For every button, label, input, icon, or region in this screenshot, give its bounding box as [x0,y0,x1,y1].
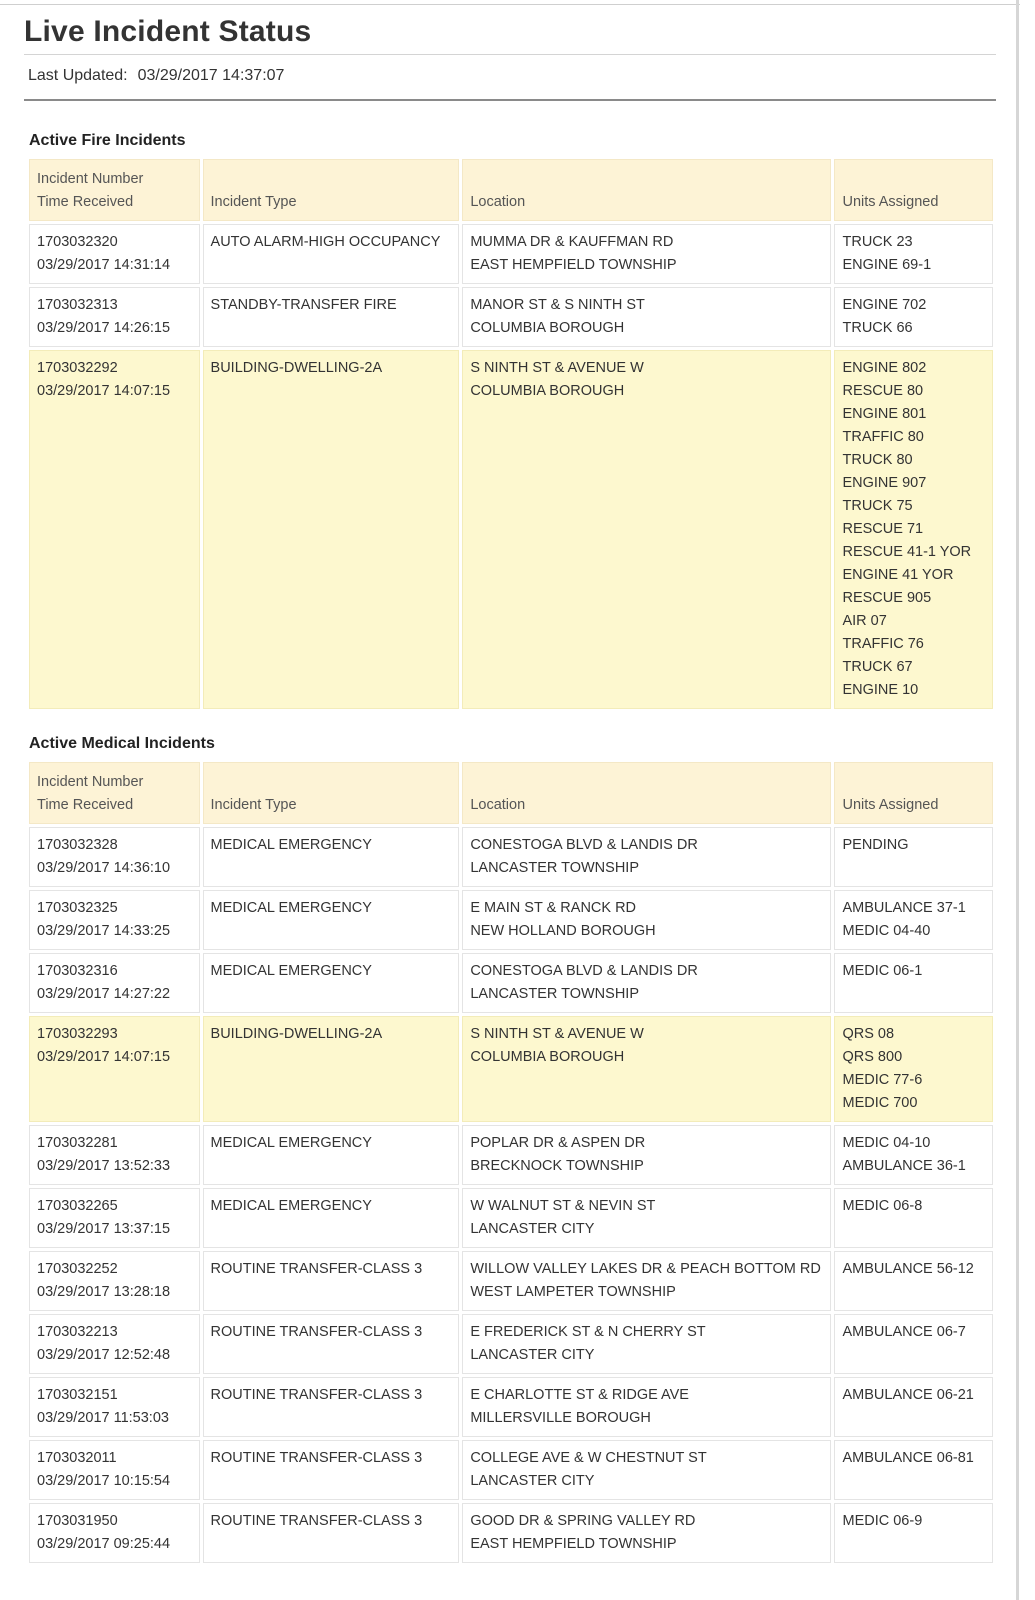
cell-units-assigned [834,1314,993,1374]
incident-type: ROUTINE TRANSFER-CLASS 3 [210,1513,423,1529]
cell-incident-type [203,1377,460,1437]
header-incident-type: Incident Type [203,762,460,824]
cell-incident-number-time [29,953,200,1013]
incident-row [29,1251,993,1311]
assigned-unit: MEDIC 04-10 [842,1135,931,1151]
location-line: COLUMBIA BOROUGH [470,320,625,336]
incident-row [29,350,993,709]
assigned-unit: ENGINE 41 YOR [842,567,954,583]
cell-incident-number-time [29,1377,200,1437]
fire-incidents-table [26,156,996,712]
incident-number: 1703032252 [37,1261,118,1277]
cell-units-assigned [834,350,993,709]
assigned-unit: ENGINE 69-1 [842,257,932,273]
incident-row [29,827,993,887]
cell-incident-type [203,1503,460,1563]
cell-units-assigned [834,1188,993,1248]
cell-incident-type [203,1016,460,1122]
incident-number: 1703032265 [37,1198,118,1214]
time-received: 03/29/2017 13:28:18 [37,1284,171,1300]
assigned-unit: RESCUE 71 [842,521,924,537]
location-line: COLUMBIA BOROUGH [470,1049,625,1065]
location-line: E FREDERICK ST & N CHERRY ST [470,1324,706,1340]
cell-incident-type [203,890,460,950]
assigned-unit: TRUCK 80 [842,452,913,468]
location-line: BRECKNOCK TOWNSHIP [470,1158,644,1174]
assigned-unit: ENGINE 801 [842,406,927,422]
incident-type: ROUTINE TRANSFER-CLASS 3 [210,1450,423,1466]
assigned-unit: RESCUE 80 [842,383,924,399]
assigned-unit: MEDIC 06-9 [842,1513,923,1529]
fire-section-title: Active Fire Incidents [29,132,186,149]
incident-number: 1703032316 [37,963,118,979]
cell-location [462,287,831,347]
location-line: W WALNUT ST & NEVIN ST [470,1198,656,1214]
cell-incident-number-time [29,1251,200,1311]
assigned-unit: ENGINE 907 [842,475,927,491]
medical-incidents-table [26,759,996,1566]
incident-type: MEDICAL EMERGENCY [210,963,372,979]
incident-row [29,224,993,284]
assigned-unit: AMBULANCE 37-1 [842,900,966,916]
assigned-unit: AMBULANCE 36-1 [842,1158,966,1174]
cell-incident-type [203,224,460,284]
incident-row [29,1188,993,1248]
time-received: 03/29/2017 10:15:54 [37,1473,171,1489]
location-line: LANCASTER TOWNSHIP [470,986,639,1002]
cell-units-assigned [834,224,993,284]
header-incident-number: Incident Number [37,171,144,187]
incident-type: AUTO ALARM-HIGH OCCUPANCY [210,234,441,250]
incident-number: 1703032328 [37,837,118,853]
location-line: S NINTH ST & AVENUE W [470,1026,644,1042]
incident-type: MEDICAL EMERGENCY [210,900,372,916]
assigned-unit: AMBULANCE 06-81 [842,1450,974,1466]
location-line: EAST HEMPFIELD TOWNSHIP [470,257,677,273]
cell-incident-number-time [29,1314,200,1374]
cell-incident-number-time [29,1440,200,1500]
cell-location [462,953,831,1013]
cell-location [462,1016,831,1122]
scrollbar-track[interactable] [1016,0,1019,1600]
cell-units-assigned [834,890,993,950]
incident-number: 1703031950 [37,1513,118,1529]
assigned-unit: MEDIC 700 [842,1095,918,1111]
cell-location [462,350,831,709]
cell-location [462,1503,831,1563]
table-header-row [29,762,993,824]
incident-type: MEDICAL EMERGENCY [210,837,372,853]
time-received: 03/29/2017 14:27:22 [37,986,171,1002]
incident-row [29,1440,993,1500]
incident-type: MEDICAL EMERGENCY [210,1198,372,1214]
header-divider [24,99,996,101]
cell-location [462,1251,831,1311]
cell-incident-number-time [29,1188,200,1248]
location-line: WILLOW VALLEY LAKES DR & PEACH BOTTOM RD [470,1261,821,1277]
cell-units-assigned [834,1251,993,1311]
header-incident-type: Incident Type [203,159,460,221]
incident-type: ROUTINE TRANSFER-CLASS 3 [210,1387,423,1403]
location-line: COLUMBIA BOROUGH [470,383,625,399]
time-received: 03/29/2017 14:07:15 [37,383,171,399]
page-title: Live Incident Status [24,15,312,48]
cell-incident-number-time [29,224,200,284]
incident-row [29,1314,993,1374]
assigned-unit: AIR 07 [842,613,887,629]
cell-incident-number-time [29,1503,200,1563]
location-line: LANCASTER CITY [470,1473,595,1489]
header-incident-number-time [29,159,200,221]
time-received: 03/29/2017 14:07:15 [37,1049,171,1065]
location-line: S NINTH ST & AVENUE W [470,360,644,376]
assigned-unit: TRAFFIC 80 [842,429,924,445]
incident-type: STANDBY-TRANSFER FIRE [210,297,397,313]
assigned-unit: PENDING [842,837,909,853]
incident-number: 1703032325 [37,900,118,916]
cell-incident-type [203,287,460,347]
incident-number: 1703032213 [37,1324,118,1340]
time-received: 03/29/2017 09:25:44 [37,1536,171,1552]
cell-incident-type [203,953,460,1013]
cell-units-assigned [834,1377,993,1437]
table-header-row [29,159,993,221]
incident-type: BUILDING-DWELLING-2A [210,360,383,376]
incident-row [29,953,993,1013]
location-line: NEW HOLLAND BOROUGH [470,923,656,939]
location-line: POPLAR DR & ASPEN DR [470,1135,646,1151]
title-divider [24,54,996,55]
incident-type: ROUTINE TRANSFER-CLASS 3 [210,1324,423,1340]
cell-units-assigned [834,287,993,347]
assigned-unit: TRUCK 23 [842,234,913,250]
cell-location [462,1188,831,1248]
incident-row [29,287,993,347]
incident-row [29,1377,993,1437]
incident-type: MEDICAL EMERGENCY [210,1135,372,1151]
cell-incident-type [203,350,460,709]
cell-units-assigned [834,1440,993,1500]
cell-location [462,827,831,887]
assigned-unit: MEDIC 04-40 [842,923,931,939]
header-incident-number: Incident Number [37,774,144,790]
header-units-assigned: Units Assigned [834,762,993,824]
cell-incident-type [203,827,460,887]
time-received: 03/29/2017 12:52:48 [37,1347,171,1363]
incident-number: 1703032011 [37,1450,117,1466]
location-line: MILLERSVILLE BOROUGH [470,1410,651,1426]
header-location: Location [462,159,831,221]
header-location: Location [462,762,831,824]
cell-incident-type [203,1188,460,1248]
medical-section-title: Active Medical Incidents [29,735,215,752]
incident-number: 1703032151 [37,1387,118,1403]
last-updated [28,67,284,85]
location-line: E MAIN ST & RANCK RD [470,900,637,916]
assigned-unit: RESCUE 905 [842,590,932,606]
time-received: 03/29/2017 13:52:33 [37,1158,171,1174]
cell-location [462,1314,831,1374]
location-line: COLLEGE AVE & W CHESTNUT ST [470,1450,707,1466]
incident-number: 1703032320 [37,234,118,250]
cell-location [462,890,831,950]
cell-units-assigned [834,1016,993,1122]
time-received: 03/29/2017 14:33:25 [37,923,171,939]
time-received: 03/29/2017 14:26:15 [37,320,171,336]
incident-row [29,1503,993,1563]
cell-location [462,1125,831,1185]
cell-incident-number-time [29,350,200,709]
cell-location [462,224,831,284]
header-units-assigned: Units Assigned [834,159,993,221]
assigned-unit: TRUCK 75 [842,498,913,514]
location-line: GOOD DR & SPRING VALLEY RD [470,1513,696,1529]
cell-incident-type [203,1440,460,1500]
assigned-unit: AMBULANCE 56-12 [842,1261,974,1277]
location-line: E CHARLOTTE ST & RIDGE AVE [470,1387,689,1403]
assigned-unit: MEDIC 06-1 [842,963,923,979]
cell-incident-number-time [29,1016,200,1122]
location-line: CONESTOGA BLVD & LANDIS DR [470,963,698,979]
last-updated-value: 03/29/2017 14:37:07 [137,67,285,84]
cell-units-assigned [834,1503,993,1563]
incident-row [29,890,993,950]
cell-incident-type [203,1251,460,1311]
location-line: LANCASTER CITY [470,1347,595,1363]
assigned-unit: TRUCK 66 [842,320,913,336]
assigned-unit: MEDIC 77-6 [842,1072,923,1088]
location-line: MANOR ST & S NINTH ST [470,297,645,313]
cell-incident-type [203,1125,460,1185]
incident-number: 1703032313 [37,297,118,313]
last-updated-label: Last Updated: [28,67,128,84]
cell-units-assigned [834,827,993,887]
incident-type: BUILDING-DWELLING-2A [210,1026,383,1042]
cell-location [462,1377,831,1437]
cell-incident-number-time [29,287,200,347]
time-received: 03/29/2017 13:37:15 [37,1221,171,1237]
incident-row [29,1016,993,1122]
location-line: WEST LAMPETER TOWNSHIP [470,1284,676,1300]
assigned-unit: QRS 800 [842,1049,903,1065]
cell-incident-type [203,1314,460,1374]
location-line: EAST HEMPFIELD TOWNSHIP [470,1536,677,1552]
header-time-received: Time Received [37,797,134,813]
header-incident-number-time [29,762,200,824]
incident-number: 1703032292 [37,360,118,376]
assigned-unit: QRS 08 [842,1026,895,1042]
location-line: LANCASTER CITY [470,1221,595,1237]
location-line: LANCASTER TOWNSHIP [470,860,639,876]
incident-row [29,1125,993,1185]
assigned-unit: AMBULANCE 06-21 [842,1387,974,1403]
incident-number: 1703032281 [37,1135,118,1151]
assigned-unit: ENGINE 802 [842,360,927,376]
top-border [0,4,1020,5]
assigned-unit: ENGINE 10 [842,682,919,698]
header-time-received: Time Received [37,194,134,210]
cell-incident-number-time [29,1125,200,1185]
cell-location [462,1440,831,1500]
assigned-unit: TRAFFIC 76 [842,636,924,652]
incident-number: 1703032293 [37,1026,118,1042]
cell-units-assigned [834,1125,993,1185]
assigned-unit: TRUCK 67 [842,659,913,675]
assigned-unit: MEDIC 06-8 [842,1198,923,1214]
time-received: 03/29/2017 14:31:14 [37,257,171,273]
location-line: CONESTOGA BLVD & LANDIS DR [470,837,698,853]
location-line: MUMMA DR & KAUFFMAN RD [470,234,674,250]
assigned-unit: AMBULANCE 06-7 [842,1324,966,1340]
assigned-unit: RESCUE 41-1 YOR [842,544,972,560]
assigned-unit: ENGINE 702 [842,297,927,313]
time-received: 03/29/2017 14:36:10 [37,860,171,876]
time-received: 03/29/2017 11:53:03 [37,1410,169,1426]
cell-incident-number-time [29,890,200,950]
cell-incident-number-time [29,827,200,887]
cell-units-assigned [834,953,993,1013]
incident-type: ROUTINE TRANSFER-CLASS 3 [210,1261,423,1277]
